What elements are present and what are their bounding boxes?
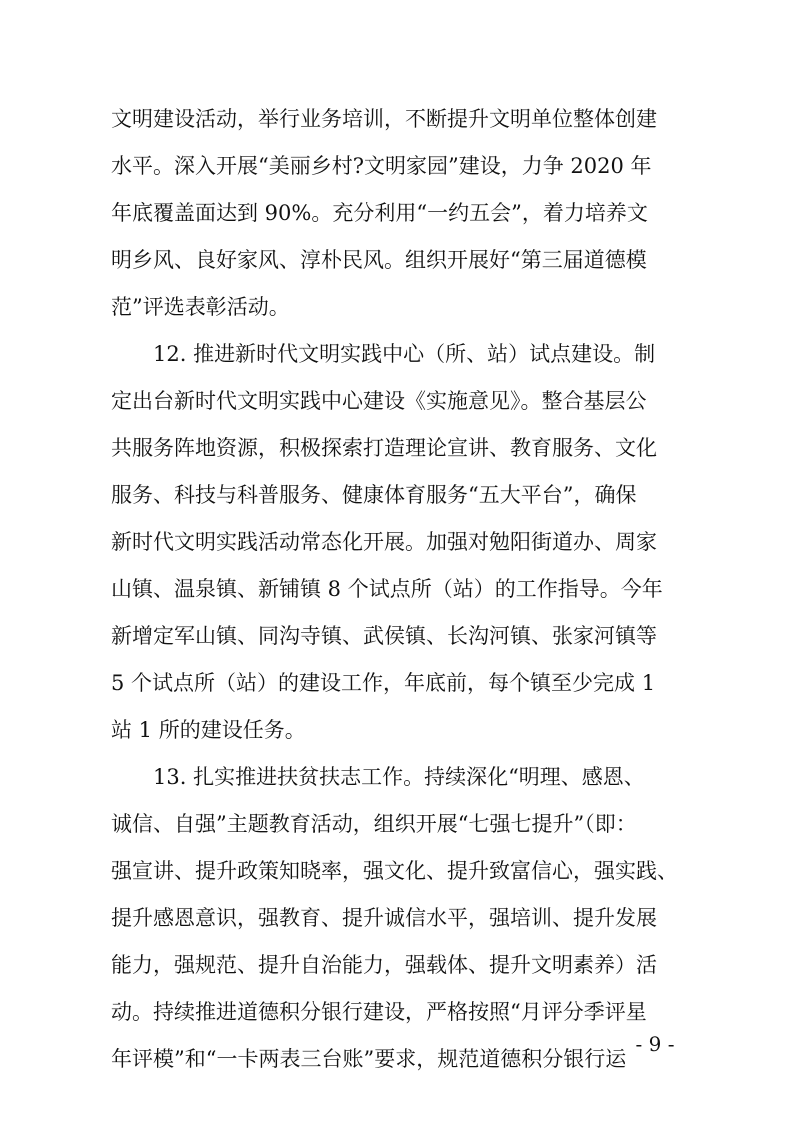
text-line: 新增定军山镇、同沟寺镇、武侯镇、长沟河镇、张家河镇等 — [111, 624, 657, 648]
text-line: 定出台新时代文明实践中心建设《实施意见》。整合基层公 — [111, 389, 647, 413]
text-line: 5 个试点所（站）的建设工作，年底前，每个镇至少完成 1 — [111, 671, 656, 695]
text-line: 强宣讲、提升政策知晓率，强文化、提升致富信心，强实践、 — [111, 859, 678, 883]
text-line: 诚信、自强”主题教育活动，组织开展“七强七提升”（即： — [111, 812, 637, 836]
text-line: 12. 推进新时代文明实践中心（所、站）试点建设。制 — [111, 342, 656, 366]
text-line: 年底覆盖面达到 90%。充分利用“一约五会”，着力培养文 — [111, 201, 648, 225]
text-line: 能力，强规范、提升自治能力，强载体、提升文明素养）活 — [111, 953, 657, 977]
text-line: 站 1 所的建设任务。 — [111, 718, 306, 742]
text-line: 服务、科技与科普服务、健康体育服务“五大平台”，确保 — [111, 483, 637, 507]
text-line: 动。持续推进道德积分银行建设，严格按照“月评分季评星 — [111, 1000, 647, 1024]
text-line: 水平。深入开展“美丽乡村?文明家园”建设，力争 2020 年 — [111, 154, 652, 178]
text-line: 新时代文明实践活动常态化开展。加强对勉阳街道办、周家 — [111, 530, 657, 554]
text-line: 范”评选表彰活动。 — [111, 295, 290, 319]
text-line: 13. 扎实推进扶贫扶志工作。持续深化“明理、感恩、 — [111, 765, 645, 789]
text-line: 年评模”和“一卡两表三台账”要求，规范道德积分银行运 — [111, 1047, 627, 1071]
text-line: 共服务阵地资源，积极探索打造理论宣讲、教育服务、文化 — [111, 436, 657, 460]
text-line: 山镇、温泉镇、新铺镇 8 个试点所（站）的工作指导。今年 — [111, 577, 663, 601]
page-number: - 9 - — [635, 1032, 675, 1056]
text-line: 明乡风、良好家风、淳朴民风。组织开展好“第三届道德模 — [111, 248, 647, 272]
text-line: 提升感恩意识，强教育、提升诚信水平，强培训、提升发展 — [111, 906, 657, 930]
text-line: 文明建设活动，举行业务培训，不断提升文明单位整体创建 — [111, 107, 657, 131]
